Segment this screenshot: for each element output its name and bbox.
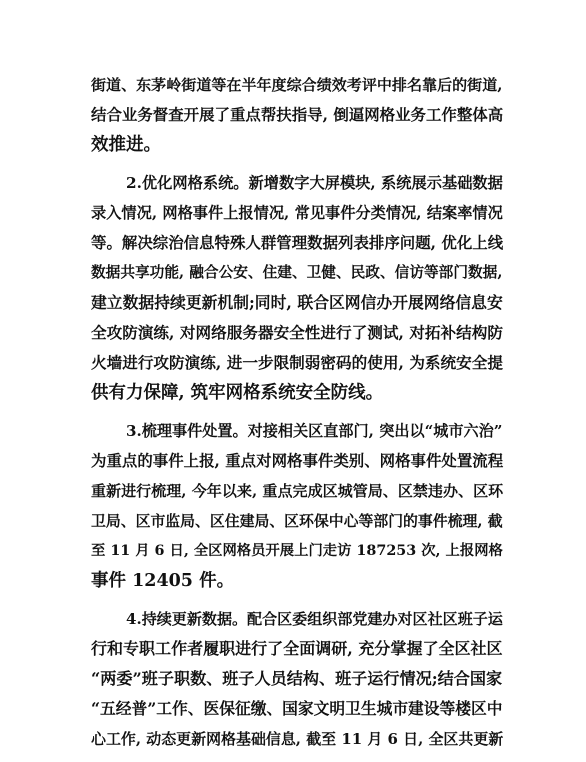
- paragraph-2: [91, 168, 503, 408]
- text-line: 结合业务督查开展了重点帮扶指导, 倒逼网格业务工作整体高: [91, 106, 504, 124]
- text-line: 效推进。: [91, 135, 161, 155]
- text-line: 数据共享功能, 融合公安、住建、卫健、民政、信访等部门数据,: [91, 264, 503, 281]
- text-line: 等。解决综治信息特殊人群管理数据列表排序问题, 优化上线: [91, 234, 504, 252]
- text-line: 火墙进行攻防演练, 进一步限制弱密码的使用, 为系统安全提: [91, 353, 503, 372]
- text-line: 建立数据持续更新机制;同时, 联合区网信办开展网络信息安: [91, 293, 503, 312]
- text-line: 重新进行梳理, 今年以来, 重点完成区城管局、区禁违办、区环: [91, 482, 504, 500]
- text-line: 卫局、区市监局、区住建局、区环保中心等部门的事件梳理, 截: [91, 512, 503, 530]
- document-body: [91, 70, 503, 762]
- text-line: 事件 12405 件。: [91, 571, 235, 591]
- text-line: 全攻防演练, 对网络服务器安全性进行了测试, 对拓补结构防: [91, 323, 503, 342]
- text-line: 4.持续更新数据。配合区委组织部党建办对区社区班子运: [126, 610, 503, 628]
- text-line: “五经普”工作、医保征缴、国家文明卫生城市建设等楼区中: [91, 699, 503, 718]
- text-line: 街道、东茅岭街道等在半年度综合绩效考评中排名靠后的街道,: [91, 76, 503, 94]
- text-line: 2.优化网格系统。新增数字大屏模块, 系统展示基础数据: [126, 174, 503, 192]
- text-line: 录入情况, 网格事件上报情况, 常见事件分类情况, 结案率情况: [91, 204, 503, 222]
- text-line: 供有力保障, 筑牢网格系统安全防线。: [91, 383, 384, 403]
- text-line: 行和专职工作者履职进行了全面调研, 充分掌握了全区社区: [91, 639, 503, 658]
- paragraph-3: [91, 416, 503, 596]
- text-line: 心工作, 动态更新网格基础信息, 截至 11 月 6 日, 全区共更新: [91, 730, 504, 748]
- text-line: 3.梳理事件处置。对接相关区直部门, 突出以“城市六治”: [126, 422, 503, 440]
- text-line: 为重点的事件上报, 重点对网格事件类别、网格事件处置流程: [91, 452, 504, 470]
- text-line: 至 11 月 6 日, 全区网格员开展上门走访 187253 次, 上报网格: [91, 543, 503, 559]
- text-line: “两委”班子职数、班子人员结构、班子运行情况;结合国家: [91, 669, 503, 688]
- paragraph-4: [91, 604, 503, 754]
- paragraph-1: [91, 70, 503, 160]
